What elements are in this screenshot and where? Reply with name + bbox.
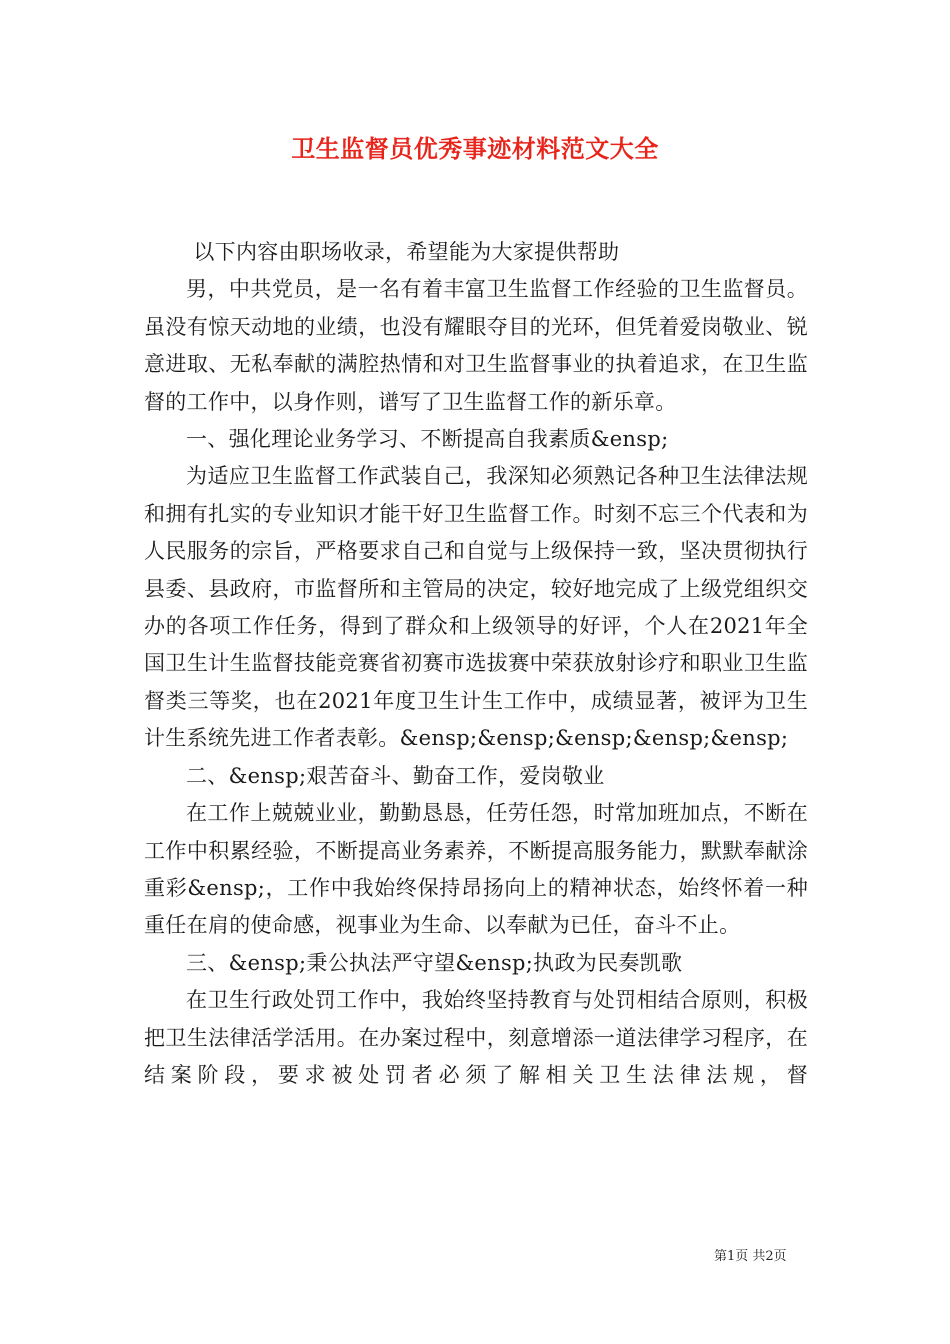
intro-line: 以下内容由职场收录，希望能为大家提供帮助 — [193, 240, 620, 264]
section-heading-3: 三、&ensp;秉公执法严守望&ensp;执政为民奏凯歌 — [186, 950, 683, 975]
page-number: 第1页 共2页 — [714, 1249, 787, 1264]
section-heading-1: 一、强化理论业务学习、不断提高自我素质&ensp; — [186, 427, 669, 452]
paragraph-section-3: 在卫生行政处罚工作中，我始终坚持教育与处罚相结合原则，积极把卫生法律活学活用。在办案过程中，刻意增添一道法律学习程序，在结案阶段，要求被处罚者必须了解相关卫生法律法规，督 — [144, 988, 808, 1087]
document-body — [144, 234, 808, 1094]
document-title: 卫生监督员优秀事迹材料范文大全 — [291, 134, 659, 163]
paragraph-section-1: 为适应卫生监督工作武装自己，我深知必须熟记各种卫生法律法规和拥有扎实的专业知识才能干好卫生监督工作。时刻不忘三个代表和为人民服务的宗旨，严格要求自己和自觉与上级保持一致，坚决贯彻执行县委、县政府，市监督所和主管局的决定，较好地完成了上级党组织交办的各项工作任务，得到了群众和上级领导的好评，个人在2021年全国卫生计生监督技能竞赛省初赛市选拔赛中荣获放射诊疗和职业卫生监督类三等奖，也在2021年度卫生计生工作中，成绩显著，被评为卫生计生系统先进工作者表彰。&ensp;&ensp;&ensp;&ensp;&ensp; — [144, 464, 808, 751]
section-heading-2: 二、&ensp;艰苦奋斗、勤奋工作，爱岗敬业 — [186, 763, 605, 788]
paragraph-profile: 男，中共党员，是一名有着丰富卫生监督工作经验的卫生监督员。虽没有惊天动地的业绩，也没有耀眼夺目的光环，但凭着爱岗敬业、锐意进取、无私奉献的满腔热情和对卫生监督事业的执着追求，在卫生监督的工作中，以身作则，谱写了卫生监督工作的新乐章。 — [144, 277, 808, 414]
paragraph-section-2: 在工作上兢兢业业，勤勤恳恳，任劳任怨，时常加班加点，不断在工作中积累经验，不断提高业务素养，不断提高服务能力，默默奉献涂重彩&ensp;，工作中我始终保持昂扬向上的精神状态，始终怀着一种重任在肩的使命感，视事业为生命、以奉献为已任，奋斗不止。 — [144, 801, 808, 938]
